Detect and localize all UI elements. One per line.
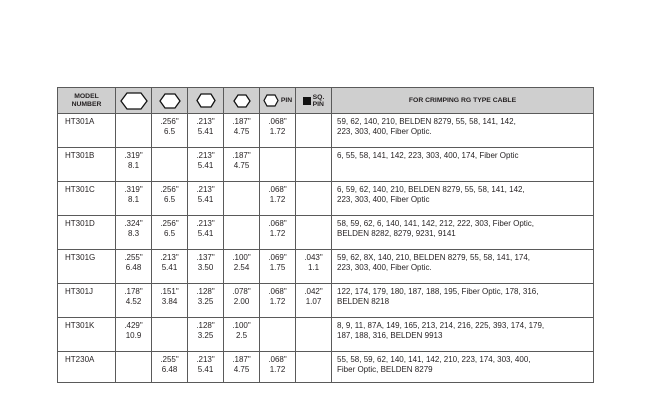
- dimension-mm: 1.07: [305, 297, 322, 306]
- dimension-cell: [152, 318, 188, 352]
- dimension-mm: 5.41: [197, 229, 214, 238]
- dimension-mm: 1.72: [269, 229, 286, 238]
- dimension-inches: .187": [232, 117, 251, 126]
- table-row: [58, 284, 594, 318]
- dimension-cell: [116, 148, 152, 182]
- dimension-inches: .100": [232, 321, 251, 330]
- dimension-cell: [296, 352, 332, 383]
- cable-types-line: Fiber Optic, BELDEN 8279: [337, 365, 433, 374]
- dimension-inches: .213": [196, 185, 215, 194]
- cable-types-cell: [332, 114, 594, 148]
- dimension-inches: .100": [232, 253, 251, 262]
- cable-types-line: 8, 9, 11, 87A, 149, 165, 213, 214, 216, 225, 393, 174, 179,: [337, 321, 545, 330]
- dimension-cell: [152, 182, 188, 216]
- dimension-cell: [296, 182, 332, 216]
- dimension-cell: [260, 114, 296, 148]
- dimension-inches: .068": [268, 219, 287, 228]
- dimension-cell: [116, 114, 152, 148]
- dimension-inches: .069": [268, 253, 287, 262]
- dimension-cell: [188, 182, 224, 216]
- model-header-line1: MODEL: [74, 93, 99, 100]
- dimension-cell: [296, 148, 332, 182]
- dimension-cell: [116, 318, 152, 352]
- table-row: [58, 148, 594, 182]
- dimension-inches: .068": [268, 287, 287, 296]
- dimension-mm: 1.1: [307, 263, 320, 272]
- cable-types-cell: [332, 250, 594, 284]
- dimension-cell: [188, 352, 224, 383]
- pin-header: [260, 88, 296, 114]
- dimension-cell: [296, 216, 332, 250]
- sq-pin-line2: PIN: [312, 100, 324, 108]
- table-row: [58, 216, 594, 250]
- dimension-mm: 6.5: [163, 127, 176, 136]
- cable-types-cell: [332, 318, 594, 352]
- dimension-cell: [188, 114, 224, 148]
- dimension-inches: .213": [160, 253, 179, 262]
- hex-small-header: [188, 88, 224, 114]
- cable-types-line: 59, 62, 140, 210, BELDEN 8279, 55, 58, 141, 142,: [337, 117, 516, 126]
- cable-types-line: 59, 62, 8X, 140, 210, BELDEN 8279, 55, 58, 141, 174,: [337, 253, 531, 262]
- dimension-cell: [260, 284, 296, 318]
- hex-small-icon: [188, 93, 223, 108]
- dimension-cell: [260, 148, 296, 182]
- dimension-cell: [224, 216, 260, 250]
- dimension-cell: [260, 318, 296, 352]
- dimension-cell: [152, 352, 188, 383]
- dimension-mm: 4.75: [233, 161, 250, 170]
- dimension-mm: 5.41: [197, 127, 214, 136]
- model-number-header: [58, 88, 116, 114]
- table-body: [58, 114, 594, 383]
- dimension-inches: .078": [232, 287, 251, 296]
- dimension-inches: .068": [268, 185, 287, 194]
- dimension-mm: 4.52: [125, 297, 142, 306]
- dimension-inches: .324": [124, 219, 143, 228]
- sq-pin-line1: SQ.: [312, 93, 325, 101]
- model-number-cell: HT301D: [58, 216, 116, 250]
- cable-types-line: 223, 303, 400, Fiber Optic: [337, 195, 430, 204]
- dimension-cell: [152, 284, 188, 318]
- hex-pin-icon: [263, 94, 279, 107]
- hex-large-header: [116, 88, 152, 114]
- model-number-cell: HT301B: [58, 148, 116, 182]
- dimension-mm: 2.5: [235, 331, 248, 340]
- dimension-mm: 1.75: [269, 263, 286, 272]
- cable-types-line: 122, 174, 179, 180, 187, 188, 195, Fiber Optic, 178, 316,: [337, 287, 539, 296]
- dimension-cell: [116, 352, 152, 383]
- dimension-cell: [188, 318, 224, 352]
- dimension-mm: 5.41: [197, 195, 214, 204]
- dimension-cell: [152, 148, 188, 182]
- dimension-cell: [188, 216, 224, 250]
- dimension-inches: .151": [160, 287, 179, 296]
- dimension-inches: .187": [232, 151, 251, 160]
- cable-types-line: 223, 303, 400, Fiber Optic.: [337, 127, 432, 136]
- dimension-inches: .178": [124, 287, 143, 296]
- square-pin-header: [296, 88, 332, 114]
- model-header-line2: NUMBER: [71, 100, 102, 108]
- specifications-table: [57, 87, 594, 383]
- dimension-cell: [296, 284, 332, 318]
- hex-medium-icon: [152, 93, 187, 109]
- dimension-inches: .256": [160, 117, 179, 126]
- dimension-mm: 6.5: [163, 195, 176, 204]
- dimension-inches: .128": [196, 321, 215, 330]
- dimension-cell: [224, 250, 260, 284]
- dimension-cell: [188, 148, 224, 182]
- model-number-cell: HT301A: [58, 114, 116, 148]
- dimension-cell: [116, 284, 152, 318]
- dimension-inches: .137": [196, 253, 215, 262]
- cable-types-cell: [332, 352, 594, 383]
- square-pin-icon: [303, 97, 311, 105]
- cable-types-cell: [332, 284, 594, 318]
- dimension-inches: .255": [160, 355, 179, 364]
- dimension-mm: 5.41: [197, 161, 214, 170]
- model-number-cell: HT230A: [58, 352, 116, 383]
- model-number-cell: HT301C: [58, 182, 116, 216]
- dimension-mm: 5.41: [197, 365, 214, 374]
- dimension-mm: 4.75: [233, 365, 250, 374]
- dimension-cell: [224, 318, 260, 352]
- dimension-mm: 6.5: [163, 229, 176, 238]
- model-number-cell: HT301K: [58, 318, 116, 352]
- dimension-cell: [224, 148, 260, 182]
- dimension-cell: [152, 114, 188, 148]
- cable-types-line: 187, 188, 316, BELDEN 9913: [337, 331, 443, 340]
- model-number-cell: HT301G: [58, 250, 116, 284]
- table-row: [58, 318, 594, 352]
- table-row: [58, 182, 594, 216]
- dimension-inches: .043": [304, 253, 323, 262]
- dimension-cell: [224, 284, 260, 318]
- dimension-mm: 8.1: [127, 195, 140, 204]
- dimension-mm: 3.84: [161, 297, 178, 306]
- hex-medium-header: [152, 88, 188, 114]
- dimension-mm: 3.25: [197, 297, 214, 306]
- dimension-mm: 6.48: [161, 365, 178, 374]
- dimension-inches: .256": [160, 219, 179, 228]
- dimension-cell: [188, 284, 224, 318]
- dimension-cell: [224, 352, 260, 383]
- dimension-cell: [116, 250, 152, 284]
- dimension-mm: 2.54: [233, 263, 250, 272]
- dimension-inches: .319": [124, 151, 143, 160]
- cable-types-line: BELDEN 8218: [337, 297, 390, 306]
- dimension-cell: [116, 182, 152, 216]
- dimension-mm: 6.48: [125, 263, 142, 272]
- dimension-inches: .319": [124, 185, 143, 194]
- dimension-cell: [188, 250, 224, 284]
- dimension-cell: [116, 216, 152, 250]
- dimension-mm: 5.41: [161, 263, 178, 272]
- dimension-mm: 1.72: [269, 195, 286, 204]
- dimension-inches: .213": [196, 151, 215, 160]
- dimension-inches: .256": [160, 185, 179, 194]
- dimension-mm: 8.1: [127, 161, 140, 170]
- dimension-cell: [260, 250, 296, 284]
- dimension-cell: [152, 250, 188, 284]
- hex-smaller-icon: [224, 94, 259, 108]
- dimension-cell: [296, 114, 332, 148]
- dimension-cell: [296, 250, 332, 284]
- dimension-inches: .213": [196, 117, 215, 126]
- cable-types-line: 58, 59, 62, 6, 140, 141, 142, 212, 222, 303, Fiber Optic,: [337, 219, 535, 228]
- dimension-mm: 2.00: [233, 297, 250, 306]
- dimension-inches: .213": [196, 355, 215, 364]
- table-row: [58, 352, 594, 383]
- pin-label: PIN: [280, 96, 293, 104]
- dimension-mm: 10.9: [125, 331, 142, 340]
- dimension-inches: .128": [196, 287, 215, 296]
- table-row: [58, 250, 594, 284]
- dimension-cell: [260, 216, 296, 250]
- dimension-mm: 3.25: [197, 331, 214, 340]
- cable-header: FOR CRIMPING RG TYPE CABLE: [332, 88, 594, 114]
- dimension-cell: [224, 114, 260, 148]
- dimension-cell: [296, 318, 332, 352]
- cable-types-cell: [332, 148, 594, 182]
- dimension-inches: .429": [124, 321, 143, 330]
- table-row: [58, 114, 594, 148]
- dimension-inches: .213": [196, 219, 215, 228]
- cable-types-cell: [332, 182, 594, 216]
- dimension-mm: 1.72: [269, 297, 286, 306]
- cable-types-cell: [332, 216, 594, 250]
- dimension-inches: .255": [124, 253, 143, 262]
- cable-types-line: 6, 59, 62, 140, 210, BELDEN 8279, 55, 58, 141, 142,: [337, 185, 525, 194]
- dimension-inches: .068": [268, 117, 287, 126]
- hex-smaller-header: [224, 88, 260, 114]
- dimension-mm: 1.72: [269, 365, 286, 374]
- cable-types-line: 55, 58, 59, 62, 140, 141, 142, 210, 223, 174, 303, 400,: [337, 355, 531, 364]
- dimension-mm: 1.72: [269, 127, 286, 136]
- dimension-mm: 8.3: [127, 229, 140, 238]
- dimension-cell: [260, 352, 296, 383]
- dimension-cell: [152, 216, 188, 250]
- hex-large-icon: [116, 92, 151, 110]
- header-row: [58, 88, 594, 114]
- dimension-inches: .068": [268, 355, 287, 364]
- dimension-cell: [224, 182, 260, 216]
- dimension-inches: .042": [304, 287, 323, 296]
- dimension-inches: .187": [232, 355, 251, 364]
- dimension-mm: 4.75: [233, 127, 250, 136]
- cable-types-line: 6, 55, 58, 141, 142, 223, 303, 400, 174, Fiber Optic: [337, 151, 519, 160]
- cable-types-line: 223, 303, 400, Fiber Optic.: [337, 263, 432, 272]
- dimension-cell: [260, 182, 296, 216]
- dimension-mm: 3.50: [197, 263, 214, 272]
- model-number-cell: HT301J: [58, 284, 116, 318]
- cable-types-line: BELDEN 8282, 8279, 9231, 9141: [337, 229, 456, 238]
